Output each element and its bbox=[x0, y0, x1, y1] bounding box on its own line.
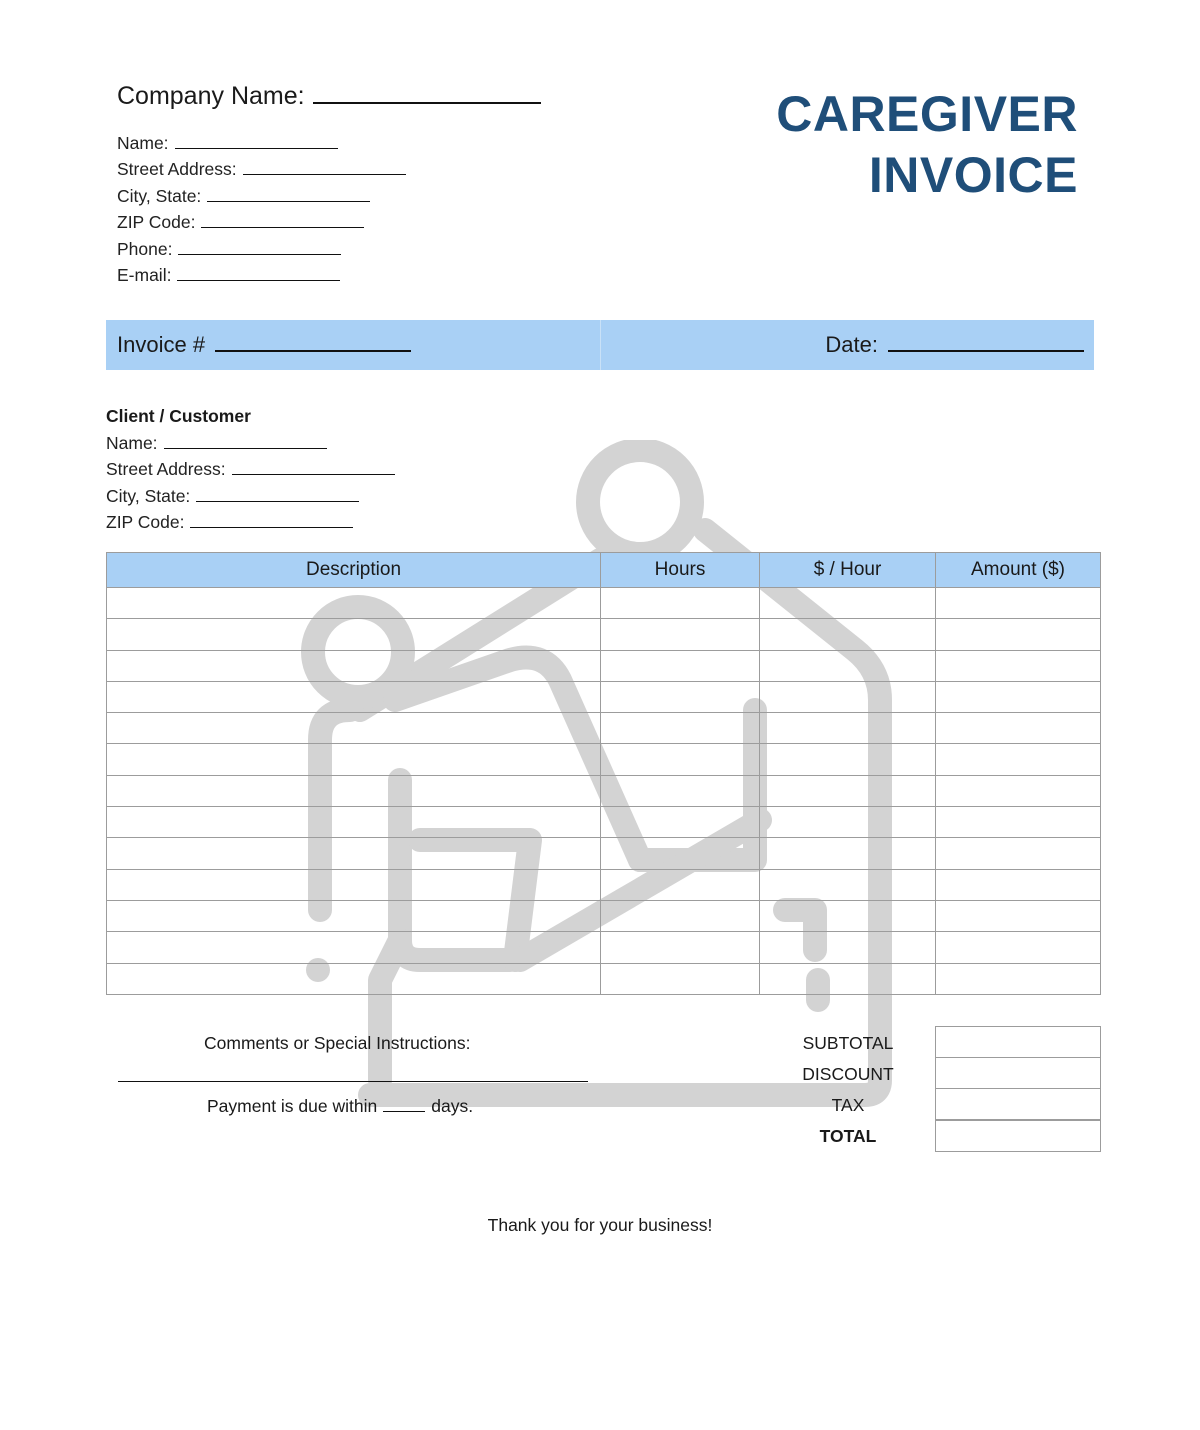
amount-cell[interactable] bbox=[936, 869, 1101, 900]
amount-cell[interactable] bbox=[936, 838, 1101, 869]
amount-cell[interactable] bbox=[936, 713, 1101, 744]
client-street-blank[interactable] bbox=[232, 460, 395, 475]
amount-cell[interactable] bbox=[936, 963, 1101, 994]
header-amount: Amount ($) bbox=[936, 553, 1101, 588]
invoice-number-blank[interactable] bbox=[215, 334, 411, 352]
hours-cell[interactable] bbox=[601, 963, 760, 994]
description-cell[interactable] bbox=[107, 619, 601, 650]
sender-phone-blank[interactable] bbox=[178, 240, 341, 255]
amount-cell[interactable] bbox=[936, 807, 1101, 838]
total-label: TOTAL bbox=[819, 1126, 877, 1146]
rate-cell[interactable] bbox=[760, 900, 936, 931]
sender-email-field bbox=[117, 265, 340, 286]
table-header-row bbox=[107, 553, 1101, 588]
rate-cell[interactable] bbox=[760, 963, 936, 994]
sender-zip-label: ZIP Code: bbox=[117, 212, 196, 232]
table-row bbox=[107, 619, 1101, 650]
date-field bbox=[825, 332, 1084, 358]
comments-label: Comments or Special Instructions: bbox=[204, 1033, 471, 1053]
sender-name-blank[interactable] bbox=[175, 134, 338, 149]
sender-city-blank[interactable] bbox=[207, 187, 370, 202]
sender-street-blank[interactable] bbox=[243, 160, 406, 175]
client-zip-field bbox=[106, 512, 353, 533]
rate-cell[interactable] bbox=[760, 744, 936, 775]
total-box[interactable] bbox=[935, 1120, 1101, 1152]
band-divider bbox=[600, 320, 601, 370]
title-line-1: CAREGIVER bbox=[776, 86, 1078, 142]
hours-cell[interactable] bbox=[601, 588, 760, 619]
header-rate: $ / Hour bbox=[760, 553, 936, 588]
rate-cell[interactable] bbox=[760, 619, 936, 650]
sender-zip-field bbox=[117, 212, 364, 233]
rate-cell[interactable] bbox=[760, 932, 936, 963]
client-name-blank[interactable] bbox=[164, 434, 327, 449]
client-name-field bbox=[106, 433, 327, 454]
amount-cell[interactable] bbox=[936, 588, 1101, 619]
tax-label: TAX bbox=[831, 1095, 865, 1115]
client-city-label: City, State: bbox=[106, 486, 191, 506]
discount-box[interactable] bbox=[935, 1057, 1101, 1089]
amount-cell[interactable] bbox=[936, 775, 1101, 806]
sender-phone-field bbox=[117, 239, 341, 260]
hours-cell[interactable] bbox=[601, 932, 760, 963]
client-name-label: Name: bbox=[106, 433, 158, 453]
title-line-2: INVOICE bbox=[868, 147, 1078, 203]
table-row bbox=[107, 588, 1101, 619]
rate-cell[interactable] bbox=[760, 775, 936, 806]
hours-cell[interactable] bbox=[601, 744, 760, 775]
rate-cell[interactable] bbox=[760, 588, 936, 619]
description-cell[interactable] bbox=[107, 775, 601, 806]
description-cell[interactable] bbox=[107, 588, 601, 619]
sender-name-field bbox=[117, 133, 338, 154]
header-hours: Hours bbox=[601, 553, 760, 588]
table-row bbox=[107, 744, 1101, 775]
discount-label: DISCOUNT bbox=[802, 1064, 894, 1084]
table-row bbox=[107, 932, 1101, 963]
description-cell[interactable] bbox=[107, 744, 601, 775]
table-body bbox=[107, 588, 1101, 995]
hours-cell[interactable] bbox=[601, 807, 760, 838]
table-row bbox=[107, 900, 1101, 931]
document-title bbox=[776, 84, 1078, 206]
table-row bbox=[107, 963, 1101, 994]
sender-email-blank[interactable] bbox=[177, 266, 340, 281]
table-row bbox=[107, 869, 1101, 900]
sender-city-label: City, State: bbox=[117, 186, 202, 206]
invoice-number-label: Invoice # bbox=[117, 332, 206, 357]
client-street-field bbox=[106, 459, 395, 480]
company-name-field bbox=[117, 82, 541, 111]
company-name-blank[interactable] bbox=[313, 82, 541, 104]
sender-email-label: E-mail: bbox=[117, 265, 172, 285]
rate-cell[interactable] bbox=[760, 681, 936, 712]
table-row bbox=[107, 807, 1101, 838]
rate-cell[interactable] bbox=[760, 650, 936, 681]
description-cell[interactable] bbox=[107, 650, 601, 681]
amount-cell[interactable] bbox=[936, 900, 1101, 931]
rate-cell[interactable] bbox=[760, 713, 936, 744]
sender-name-label: Name: bbox=[117, 133, 169, 153]
rate-cell[interactable] bbox=[760, 838, 936, 869]
subtotal-label: SUBTOTAL bbox=[802, 1033, 894, 1053]
rate-cell[interactable] bbox=[760, 869, 936, 900]
invoice-number-field bbox=[117, 332, 411, 358]
date-label: Date: bbox=[825, 332, 878, 357]
hours-cell[interactable] bbox=[601, 775, 760, 806]
table-row bbox=[107, 650, 1101, 681]
sender-phone-label: Phone: bbox=[117, 239, 173, 259]
client-street-label: Street Address: bbox=[106, 459, 226, 479]
sender-zip-blank[interactable] bbox=[201, 213, 364, 228]
payment-days-blank[interactable] bbox=[383, 1097, 425, 1112]
table-row bbox=[107, 775, 1101, 806]
table-row bbox=[107, 838, 1101, 869]
invoice-band bbox=[106, 320, 1094, 370]
sender-street-label: Street Address: bbox=[117, 159, 237, 179]
client-city-field bbox=[106, 486, 359, 507]
amount-cell[interactable] bbox=[936, 619, 1101, 650]
hours-cell[interactable] bbox=[601, 900, 760, 931]
subtotal-box[interactable] bbox=[935, 1026, 1101, 1058]
payment-suffix: days. bbox=[431, 1096, 474, 1116]
rate-cell[interactable] bbox=[760, 807, 936, 838]
hours-cell[interactable] bbox=[601, 838, 760, 869]
client-zip-label: ZIP Code: bbox=[106, 512, 185, 532]
hours-cell[interactable] bbox=[601, 681, 760, 712]
sender-city-field bbox=[117, 186, 370, 207]
hours-cell[interactable] bbox=[601, 713, 760, 744]
hours-cell[interactable] bbox=[601, 619, 760, 650]
description-cell[interactable] bbox=[107, 932, 601, 963]
company-name-label: Company Name: bbox=[117, 82, 305, 110]
description-cell[interactable] bbox=[107, 869, 601, 900]
description-cell[interactable] bbox=[107, 807, 601, 838]
header-description: Description bbox=[107, 553, 601, 588]
amount-cell[interactable] bbox=[936, 681, 1101, 712]
date-blank[interactable] bbox=[888, 334, 1084, 352]
sender-street-field bbox=[117, 159, 406, 180]
table-row bbox=[107, 713, 1101, 744]
amount-cell[interactable] bbox=[936, 744, 1101, 775]
tax-box[interactable] bbox=[935, 1088, 1101, 1120]
line-items-table bbox=[106, 552, 1101, 995]
amount-cell[interactable] bbox=[936, 932, 1101, 963]
payment-terms bbox=[207, 1096, 473, 1117]
client-heading: Client / Customer bbox=[106, 406, 251, 426]
description-cell[interactable] bbox=[107, 681, 601, 712]
hours-cell[interactable] bbox=[601, 869, 760, 900]
description-cell[interactable] bbox=[107, 838, 601, 869]
payment-prefix: Payment is due within bbox=[207, 1096, 378, 1116]
table-row bbox=[107, 681, 1101, 712]
description-cell[interactable] bbox=[107, 963, 601, 994]
amount-cell[interactable] bbox=[936, 650, 1101, 681]
thank-you-note: Thank you for your business! bbox=[487, 1215, 713, 1235]
hours-cell[interactable] bbox=[601, 650, 760, 681]
description-cell[interactable] bbox=[107, 900, 601, 931]
comments-blank[interactable] bbox=[118, 1081, 588, 1082]
client-zip-blank[interactable] bbox=[190, 513, 353, 528]
client-city-blank[interactable] bbox=[196, 487, 359, 502]
description-cell[interactable] bbox=[107, 713, 601, 744]
